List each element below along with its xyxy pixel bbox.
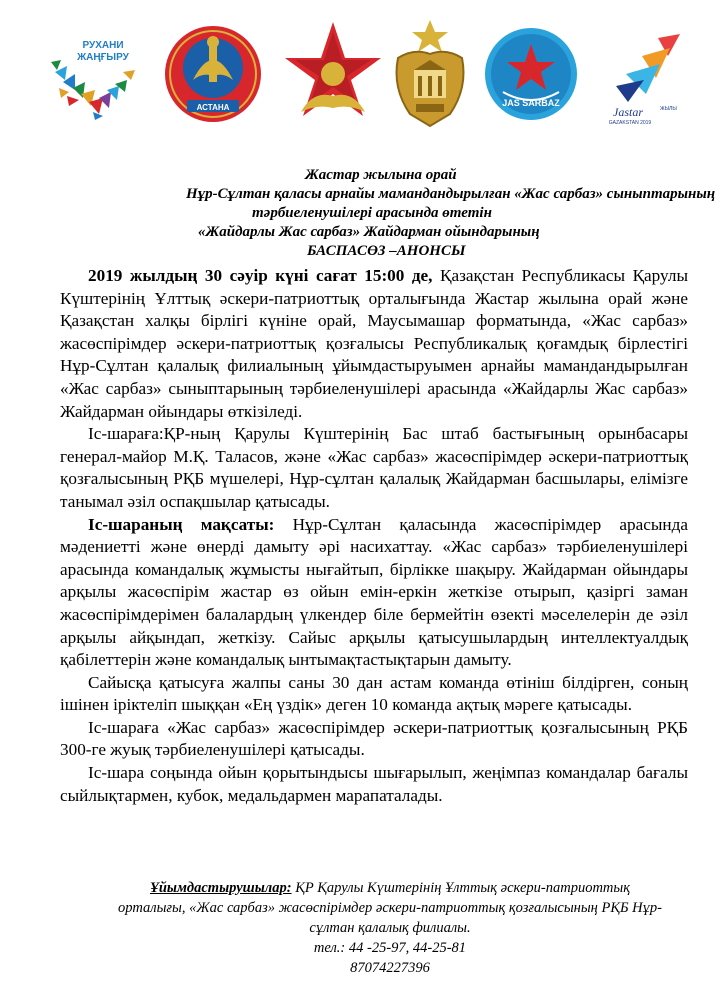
rukhani-zhangyru-logo — [45, 32, 143, 122]
organizers-line-1-text: ҚР Қарулы Күштерінің Ұлттық әскери-патриоттық — [291, 880, 630, 896]
announcement-heading — [60, 166, 716, 261]
jastar-zhyly-logo — [598, 28, 688, 128]
contact-mobile: 87074227396 — [350, 960, 430, 976]
paragraph-teams: Сайысқа қатысуға жалпы саны 30 дан астам команда өтініш білдірген, соның ішінен іріктеліп шыққан «Ең үздік» деген 10 команда ақтық мәреге қатысады. — [60, 672, 688, 715]
contact-phone: тел.: 44 -25-97, 44-25-81 — [313, 940, 467, 956]
heading-line-3: тәрбиеленушілері арасында өтетін — [252, 205, 492, 221]
paragraph-date — [60, 265, 688, 423]
organizers-line-2: орталығы, «Жас сарбаз» жасөспірімдер әскери-патриоттық қозғалысының РҚБ Нұр- — [118, 900, 662, 916]
astana-label-text: АСТАНА — [196, 103, 230, 112]
astana-emblem-logo — [163, 20, 263, 130]
paragraph-goal-rest: Нұр-Сұлтан қаласында жасөспірімдер арасында мәдениетті және өнерді дамыту әрі насихаттау. «Жас сарбаз» тәрбиеленушілері арасында командалық жұмысты нығайтып, бірлікке шақыру. Жайдарман ойындары арқылы жасөспірім жастар өз ойын емін-еркін жеткізе отырып, қазіргі заман жасөспірімдерімен балалардың үлкендер біле бермейтін өзекті мәселелерін де әзіл арқылы айқындап, жеткізу. Сайыс арқылы қатысушылардың интеллектуалдық қабілеттерін және командалық ынтымақтастықтарын дамыту. — [60, 514, 688, 670]
academy-emblem-logo — [390, 18, 470, 130]
announcement-body — [60, 265, 688, 807]
paragraph-goal — [60, 514, 688, 672]
jastar-sub-text: GAZAKSTAN 2019 — [608, 120, 652, 126]
heading-line-4: «Жайдарлы Жас сарбаз» Жайдарман ойындарының — [198, 224, 540, 240]
jastar-tag-text: ЖЫЛЫ — [660, 106, 677, 112]
organizers-line-1 — [95, 878, 685, 898]
rukhani-line1-text: РУХАНИ — [82, 40, 124, 51]
paragraph-date-rest: Қазақстан Республикасы Қарулы Күштерінің Ұлттық әскери-патриоттық орталығында Жастар жылына орай және Қазақстан халқы бірлігі күніне орай, Маусымашар форматында, «Жас сарбаз» жасөспірімдер әскери-патриоттық қозғалысы Республикалық қоғамдық бірлестігі Нұр-Сұлтан қалалық филиалының ұйымдастыруымен арнайы мамандандырылған «Жас сарбаз» сыныптарының тәрбиеленушілері арасында «Жайдарлы Жас сарбаз» Жайдарман ойындары өткізіледі. — [60, 266, 688, 421]
paragraph-participants: Іс-шараға «Жас сарбаз» жасөспірімдер әскери-патриоттық қозғалысының РҚБ 300-ге жуық тәрбиеленушілері қатысады. — [60, 717, 688, 760]
heading-line-2: Нұр-Сұлтан қаласы арнайы мамандандырылған «Жас сарбаз» сыныптарының — [186, 186, 716, 202]
logo-strip — [0, 18, 721, 128]
rukhani-line2-text: ЖАҢҒЫРУ — [77, 52, 129, 63]
paragraph-awards: Іс-шара соңында ойын қорытындысы шығарылып, жеңімпаз командалар бағалы сыйлықтармен, кубок, медальдармен марапаталады. — [60, 763, 688, 805]
event-date-text: 2019 жылдың 30 сәуір күні сағат 15:00 де, — [88, 266, 433, 285]
organizers-line-3: сұлтан қалалық филиалы. — [309, 920, 471, 936]
organizers-footer — [95, 878, 685, 978]
jas-sarbaz-label-text: JAS SARBAZ — [502, 98, 560, 108]
jastar-label-text: Jastar — [613, 105, 643, 119]
heading-line-5: БАСПАСӨЗ –АНОНСЫ — [307, 243, 466, 259]
paragraph-guests: Іс-шараға:ҚР-ның Қарулы Күштерінің Бас штаб бастығының орынбасары генерал-майор М.Қ. Таласов, және «Жас сарбаз» жасөспірімдер әскери-патриоттық қозғалысының РҚБ мүшелері, Нұр-сұлтан қалалық Жайдарман басшылары, елімізге танымал әзіл оспақшылар қатысады. — [60, 424, 688, 511]
red-star-emblem-logo — [283, 20, 383, 130]
jas-sarbaz-logo — [483, 22, 579, 126]
goal-label-text: Іс-шараның мақсаты: — [88, 514, 275, 534]
organizers-label: Ұйымдастырушылар: — [150, 880, 292, 896]
heading-line-1: Жастар жылына орай — [305, 167, 457, 183]
